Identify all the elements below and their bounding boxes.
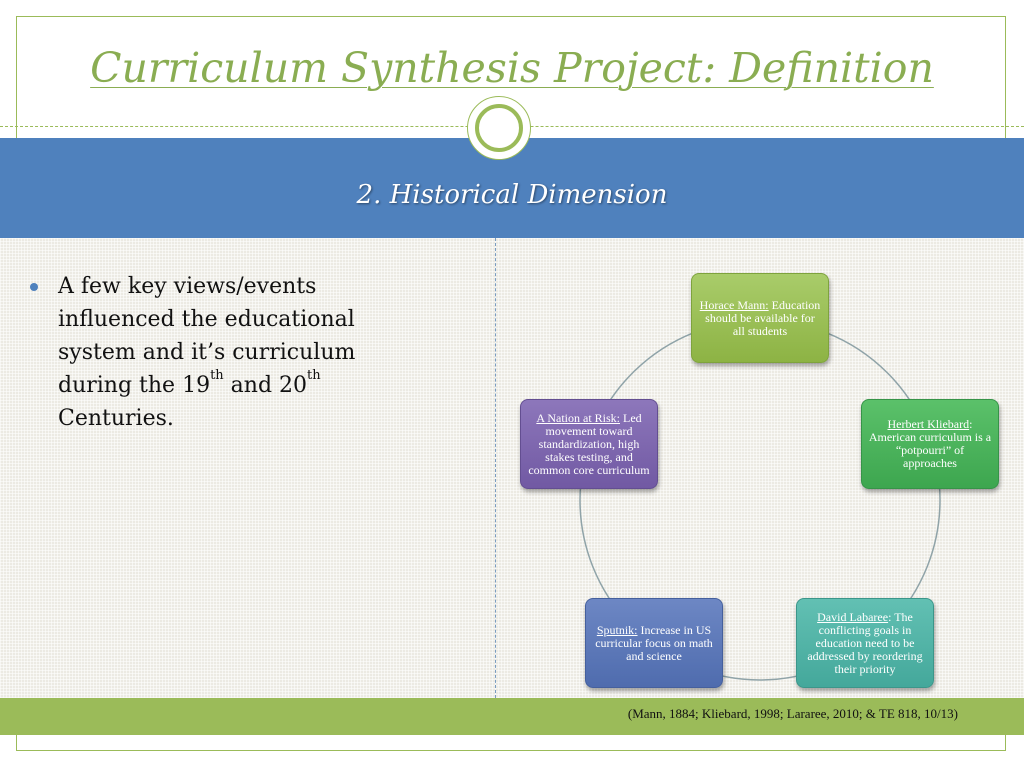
bullet-list	[26, 270, 406, 435]
bullet-text-part: A few key views/events influenced the educational system and it’s curriculum during the 19	[58, 274, 356, 398]
node-text: Education should be available for all students	[705, 297, 821, 338]
cycle-node-nation-at-risk	[520, 399, 658, 489]
bullet-dot-icon	[30, 283, 38, 291]
node-text: Increase in US curricular focus on math and science	[595, 622, 713, 663]
slide-title: Curriculum Synthesis Project: Definition	[90, 44, 934, 92]
node-link-label[interactable]: A Nation at Risk:	[536, 410, 620, 425]
citation-text: (Mann, 1884; Kliebard, 1998; Lararee, 2010; & TE 818, 10/13)	[627, 706, 958, 721]
node-text: Led movement toward standardization, high stakes testing, and common core curriculum	[528, 410, 650, 477]
cycle-node-horace-mann	[691, 273, 829, 363]
node-text: : The conflicting goals in education need to be addressed by reordering their priority	[807, 609, 923, 676]
node-link-label[interactable]: Sputnik:	[596, 622, 638, 637]
cycle-node-herbert-kliebard	[861, 399, 999, 489]
node-link-label[interactable]: Horace Mann:	[699, 297, 769, 312]
node-link-label[interactable]: David Labaree	[817, 609, 889, 624]
node-text: : American curriculum is a “potpourri” of approaches	[868, 417, 992, 470]
bullet-item	[26, 270, 406, 435]
bullet-text-part: Centuries.	[58, 406, 174, 431]
bullet-superscript: th	[210, 368, 224, 383]
node-link-label[interactable]: Herbert Kliebard	[887, 417, 970, 431]
cycle-node-sputnik	[585, 598, 723, 688]
slide-subtitle: 2. Historical Dimension	[356, 180, 668, 210]
bullet-text-part: and 20	[223, 373, 308, 398]
column-divider	[495, 238, 496, 698]
cycle-node-david-labaree	[796, 598, 934, 688]
bullet-superscript: th	[307, 368, 321, 383]
ring-ornament-icon	[467, 96, 531, 160]
